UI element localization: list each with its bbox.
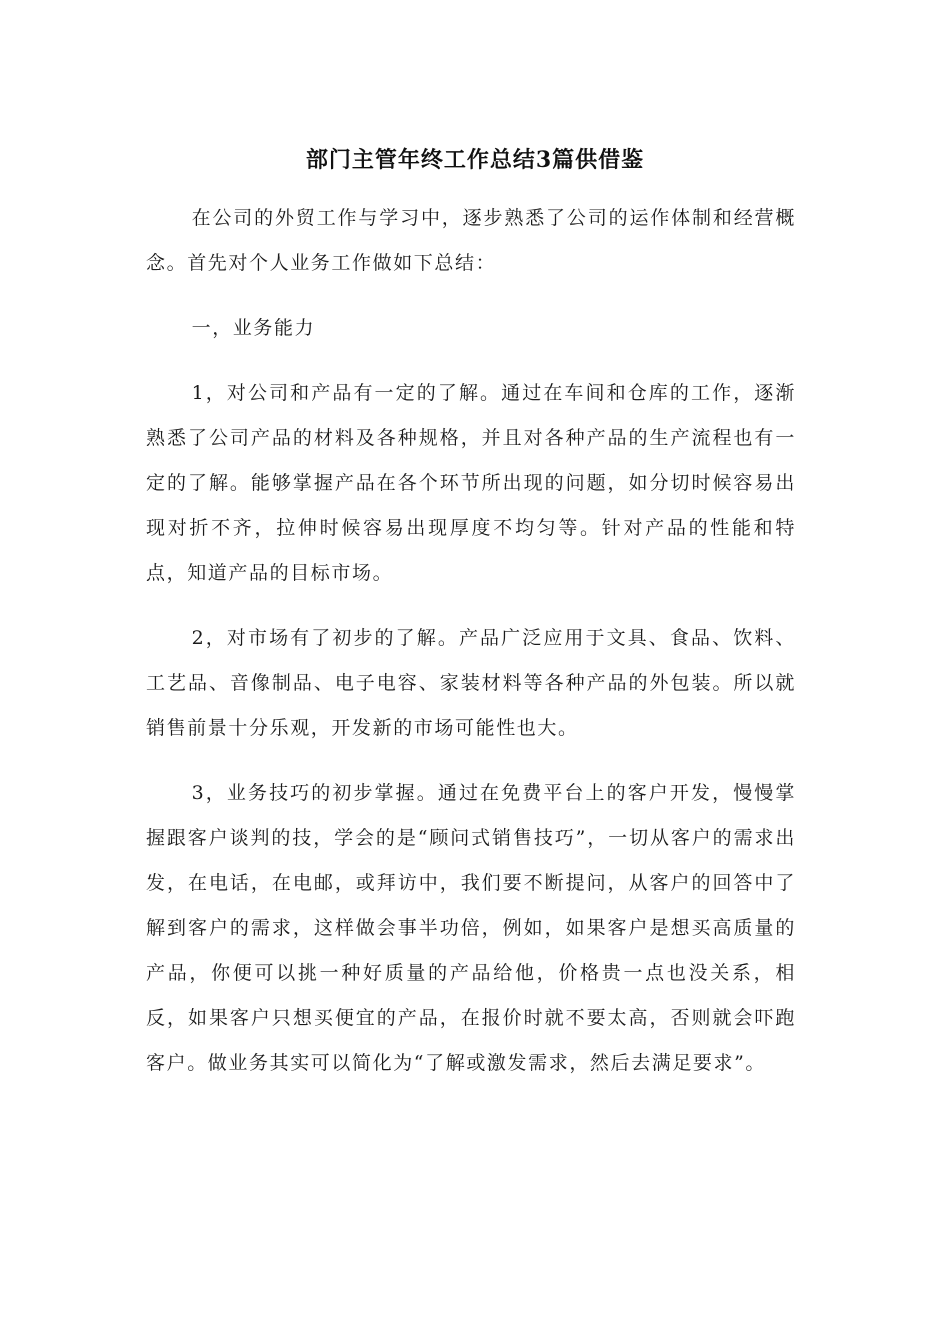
paragraph-point-2: 2，对市场有了初步的了解。产品广泛应用于文具、食品、饮料、工艺品、音像制品、电子电容、家装材料等各种产品的外包装。所以就销售前景十分乐观，开发新的市场可能性也大。 (146, 627, 796, 739)
paragraph-gap (146, 351, 796, 371)
section-heading-business-ability: 一，业务能力 (191, 317, 316, 339)
paragraph-gap (146, 751, 796, 771)
document-title: 部门主管年终工作总结3篇供借鉴 (305, 147, 645, 173)
document-body (146, 196, 796, 1086)
paragraph-gap (146, 286, 796, 306)
paragraph-point-1: 1，对公司和产品有一定的了解。通过在车间和仓库的工作，逐渐熟悉了公司产品的材料及各种规格，并且对各种产品的生产流程也有一定的了解。能够掌握产品在各个环节所出现的问题，如分切时候容易出现对折不齐，拉伸时候容易出现厚度不均匀等。针对产品的性能和特点，知道产品的目标市场。 (146, 382, 796, 584)
paragraph-point-3: 3，业务技巧的初步掌握。通过在免费平台上的客户开发，慢慢掌握跟客户谈判的技，学会的是“顾问式销售技巧”，一切从客户的需求出发，在电话，在电邮，或拜访中，我们要不断提问，从客户的回答中了解到客户的需求，这样做会事半功倍，例如，如果客户是想买高质量的产品，你便可以挑一种好质量的产品给他，价格贵一点也没关系，相反，如果客户只想买便宜的产品，在报价时就不要太高，否则就会吓跑客户。做业务其实可以简化为“了解或激发需求，然后去满足要求”。 (146, 782, 796, 1074)
paragraph-gap (146, 596, 796, 616)
paragraph-intro: 在公司的外贸工作与学习中，逐步熟悉了公司的运作体制和经营概念。首先对个人业务工作做如下总结： (146, 207, 796, 274)
